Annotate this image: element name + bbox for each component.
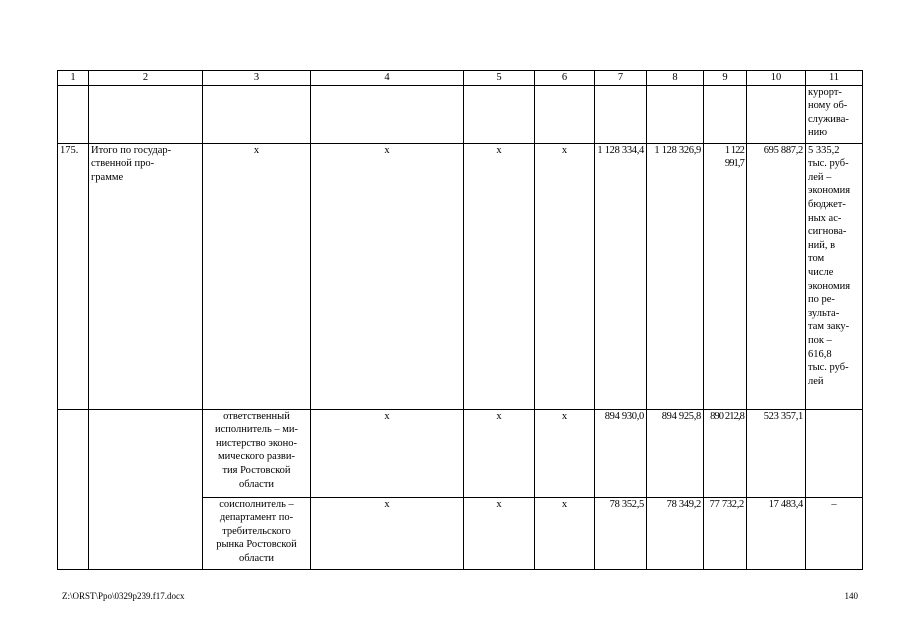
cell-col6: х [535,143,595,409]
cell-result-note [806,409,863,497]
cell [89,409,203,497]
cell-col4: х [311,143,464,409]
cell-executor: х [203,143,311,409]
table-row-continuation [58,85,863,143]
cell-col5: х [464,409,535,497]
footer-page-number: 140 [844,591,858,601]
col-header-1: 1 [58,71,89,86]
cell [58,409,89,497]
col-header-9: 9 [704,71,747,86]
cell [311,85,464,143]
cell-result-note: – [806,497,863,569]
cell-col10: 695 887,2 [747,143,806,409]
cell-col6: х [535,497,595,569]
cell-col5: х [464,143,535,409]
cell [535,85,595,143]
col-header-11: 11 [806,71,863,86]
cell [647,85,704,143]
cell-col6: х [535,409,595,497]
cell-col9: 77 732,2 [704,497,747,569]
table-row-coexecutor [58,497,863,569]
col-header-5: 5 [464,71,535,86]
cell-col9: 890 212,8 [704,409,747,497]
col-header-4: 4 [311,71,464,86]
cell [58,497,89,569]
row-number: 175. [58,143,89,409]
cell-col7: 1 128 334,4 [595,143,647,409]
cell-col5: х [464,497,535,569]
col-header-6: 6 [535,71,595,86]
cell-col7: 78 352,5 [595,497,647,569]
cell [595,85,647,143]
col-header-3: 3 [203,71,311,86]
cell [747,85,806,143]
col-header-2: 2 [89,71,203,86]
cell-result-note: курорт- ному об- служива- нию [806,85,863,143]
report-table [57,70,863,570]
cell [464,85,535,143]
cell [89,85,203,143]
cell-col7: 894 930,0 [595,409,647,497]
cell [58,85,89,143]
cell [89,497,203,569]
footer-file-path: Z:\ORST\Ppo\0329p239.f17.docx [62,591,185,601]
col-header-10: 10 [747,71,806,86]
column-number-row [58,71,863,86]
col-header-7: 7 [595,71,647,86]
cell-executor: соисполнитель – департамент по- требительского рынка Ростовской области [203,497,311,569]
row-title: Итого по государ- ственной про- грамме [89,143,203,409]
cell-col4: х [311,409,464,497]
cell [704,85,747,143]
cell [203,85,311,143]
cell-col8: 78 349,2 [647,497,704,569]
cell-col8: 1 128 326,9 [647,143,704,409]
cell-col4: х [311,497,464,569]
cell-executor: ответственный исполнитель – ми- нистерство эконо- мического разви- тия Ростовской области [203,409,311,497]
table-row-responsible [58,409,863,497]
table-row-total [58,143,863,409]
cell-col10: 523 357,1 [747,409,806,497]
cell-col9: 1 122 991,7 [704,143,747,409]
cell-result-note: 5 335,2 тыс. руб- лей – экономия бюджет- ных ас- сигнова- ний, в том числе экономия по ре- зульта- там заку- пок – 616,8 тыс. руб- лей [806,143,863,409]
cell-col10: 17 483,4 [747,497,806,569]
cell-col8: 894 925,8 [647,409,704,497]
col-header-8: 8 [647,71,704,86]
